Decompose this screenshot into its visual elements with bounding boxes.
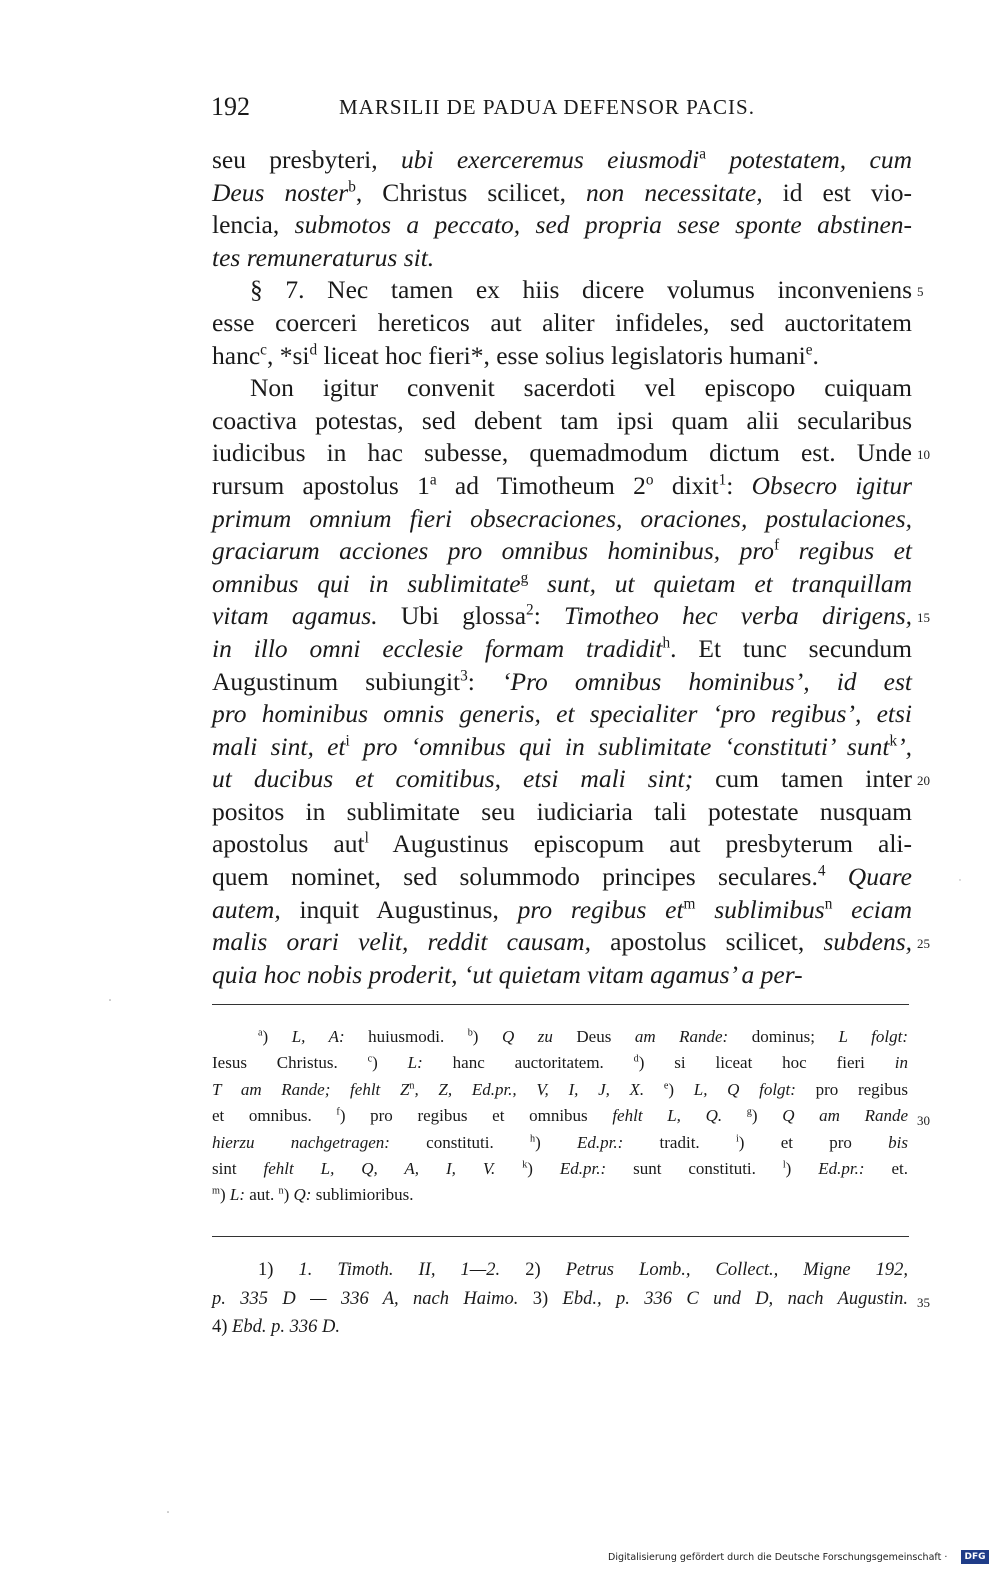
footnote-marker: k (889, 732, 898, 750)
italic-span: non necessitate, (586, 177, 763, 207)
text-span: huiusmodi. (344, 1027, 468, 1046)
italic-span: L, Q folgt: (693, 1079, 796, 1099)
critical-apparatus (212, 1024, 908, 1209)
footnote-marker: g (520, 569, 529, 587)
text-line (212, 926, 912, 959)
text-span: 2) (500, 1260, 566, 1280)
text-span: ) et pro (738, 1132, 889, 1152)
text-span: hanc auctoritatem. (422, 1053, 634, 1073)
text-span: . Et tunc secundum (670, 633, 912, 663)
text-line (212, 666, 912, 699)
text-span: Ubi glossa (377, 601, 527, 631)
text-line (212, 372, 912, 405)
text-line (212, 503, 912, 536)
dfg-logo-icon: DFG (961, 1550, 989, 1564)
footnote-marker: h (529, 1132, 536, 1144)
italic-span: vitam agamus. (212, 601, 378, 631)
text-line (212, 763, 912, 796)
italic-span: ’, (897, 731, 912, 761)
italic-span: ‘Pro omnibus hominibus’, id est (502, 666, 912, 696)
apparatus-line (212, 1156, 908, 1182)
italic-span: 1. Timoth. II, 1—2. (298, 1260, 501, 1280)
text-line (212, 307, 912, 340)
italic-span: Ed.pr.: (559, 1158, 607, 1178)
italic-span: Q zu (501, 1027, 553, 1046)
text-line (212, 242, 912, 275)
footnote-marker: a (258, 1027, 263, 1039)
text-line (212, 470, 912, 503)
footnote-marker: h (662, 634, 671, 652)
text-span: aut. (244, 1185, 279, 1205)
text-span: ) (751, 1106, 783, 1126)
text-span: id est vio- (762, 177, 912, 207)
footnote-marker: n (409, 1080, 415, 1092)
text-line (212, 861, 912, 894)
text-span: : (726, 470, 752, 500)
text-span: ) (527, 1158, 560, 1178)
text-span: ad Timotheum 2 (436, 470, 646, 500)
footnote-marker: m (683, 895, 696, 913)
footnote-marker: f (336, 1106, 340, 1118)
apparatus-divider (212, 1004, 909, 1005)
text-span: ) (668, 1079, 694, 1099)
text-line (212, 568, 912, 601)
footnote-marker: l (364, 829, 369, 847)
text-span: , *si (266, 340, 310, 370)
text-span: ) (283, 1185, 294, 1205)
italic-span: Ebd., p. 336 C und D, nach Augustin. (562, 1288, 908, 1309)
line-number: 10 (917, 447, 930, 463)
text-line (212, 731, 912, 764)
footnote-marker: k (522, 1159, 528, 1171)
italic-span: L: (229, 1185, 245, 1205)
text-span: ) si liceat hoc fieri (638, 1053, 895, 1073)
footnote-marker: e (805, 341, 813, 359)
text-span: ) (219, 1185, 230, 1205)
italic-span: ut ducibus et comitibus, etsi mali sint; (212, 764, 694, 794)
digitization-credit: Digitalisierung gefördert durch die Deutsche Forschungsgemeinschaft · (608, 1552, 948, 1563)
italic-span: Deus noster (212, 177, 349, 207)
footnote-marker: b (467, 1027, 473, 1039)
source-notes (212, 1256, 908, 1342)
italic-span: Petrus Lomb., Collect., Migne 192, (565, 1260, 908, 1280)
line-number: 5 (917, 284, 924, 300)
italic-span: regibus et (779, 536, 912, 566)
running-title: MARSILII DE PADUA DEFENSOR PACIS. (339, 95, 755, 119)
italic-span: omnibus qui in sublimitate (212, 568, 521, 598)
footnote-marker: f (774, 536, 780, 554)
text-span: Deus (552, 1027, 635, 1046)
italic-span: quia hoc nobis proderit, ‘ut quietam vitam agamus’ a per- (212, 959, 803, 989)
footnote-marker: 4 (817, 862, 826, 880)
apparatus-line (212, 1077, 908, 1103)
text-span: 3) (518, 1288, 563, 1309)
text-line (212, 405, 912, 438)
apparatus-line (212, 1103, 908, 1129)
text-span: ) (472, 1027, 502, 1046)
footnote-marker: g (746, 1106, 752, 1118)
footnote-marker: c (260, 341, 267, 359)
text-span: ) (785, 1158, 819, 1178)
italic-span: hierzu nachgetragen: (212, 1132, 390, 1152)
text-span: coactiva potestas, sed debent tam ipsi quam alii secularibus (212, 405, 912, 435)
text-span: quem nominet, sed solummodo principes seculares. (212, 862, 818, 892)
text-span: et. (864, 1158, 908, 1178)
footnote-marker: a (429, 471, 437, 489)
text-span: sunt constituti. (606, 1158, 783, 1178)
text-line (212, 535, 912, 568)
line-number: 35 (917, 1294, 930, 1310)
text-line (212, 437, 912, 470)
footnote-marker: d (309, 341, 318, 359)
line-number: 20 (917, 773, 930, 789)
line-number: 30 (917, 1113, 930, 1129)
text-line (212, 633, 912, 666)
text-span: esse coerceri hereticos aut aliter infideles, sed auctoritatem (212, 307, 912, 337)
footnote-marker: a (699, 145, 707, 163)
source-line (212, 1285, 908, 1314)
text-span: dixit (653, 470, 719, 500)
text-line (212, 698, 912, 731)
text-span: ) (262, 1027, 292, 1046)
footnote-marker: n (824, 895, 833, 913)
text-span: pro regibus (795, 1079, 908, 1099)
text-span: liceat hoc fieri*, esse solius legislatoris humani (317, 340, 806, 370)
page-header (211, 92, 911, 124)
text-line (212, 600, 912, 633)
footnote-marker: e (663, 1080, 669, 1092)
text-span: apostolus aut (212, 829, 365, 859)
text-span: seu presbyteri, (212, 145, 401, 174)
text-span: lencia, (212, 210, 295, 240)
italic-span: sunt, ut quietam et tranquillam (528, 568, 912, 598)
text-line (212, 959, 912, 992)
italic-span: potestatem, cum (706, 145, 912, 174)
text-line (212, 177, 912, 210)
italic-span: subdens, (823, 927, 912, 957)
footnote-marker: c (367, 1053, 373, 1065)
text-span: sublimioribus. (311, 1185, 414, 1205)
text-span (644, 1080, 664, 1099)
italic-span: pro regibus et (517, 894, 684, 924)
footnote-marker: l (782, 1159, 786, 1171)
text-span: ) (535, 1132, 577, 1152)
text-span: ) pro regibus et omnibus (339, 1106, 613, 1126)
italic-span: Quare (825, 862, 912, 892)
line-number: 15 (917, 610, 930, 626)
italic-span: Q: (293, 1185, 312, 1205)
italic-span: graciarum acciones pro omnibus hominibus, pro (212, 536, 775, 566)
italic-span: T am Rande; fehlt Z (212, 1079, 410, 1099)
text-span: positos in sublimitate seu iudiciaria tali potestate nusquam (212, 796, 912, 826)
italic-span: Ed.pr.: (818, 1158, 865, 1178)
text-line (212, 828, 912, 861)
footnote-marker: n (278, 1185, 284, 1197)
text-span: rursum apostolus 1 (212, 470, 430, 500)
italic-span: ubi exerceremus eiusmodi (400, 145, 700, 174)
text-span: dominus; (728, 1027, 839, 1046)
text-span: Augustinum subiungit (212, 666, 461, 696)
text-span: et omnibus. (212, 1106, 337, 1126)
italic-span: Q am Rande (782, 1106, 909, 1126)
italic-span: Ed.pr.: (577, 1132, 624, 1152)
text-span: : (467, 666, 502, 696)
text-line (212, 209, 912, 242)
italic-span: sublimibus (695, 894, 825, 924)
italic-span: L folgt: (838, 1027, 908, 1046)
footnote-marker: d (633, 1053, 639, 1065)
apparatus-line (212, 1182, 908, 1208)
main-text (212, 144, 912, 991)
footnote-marker: 3 (460, 667, 468, 684)
text-span: § 7. Nec tamen ex hiis dicere volumus inconveniens (250, 275, 912, 305)
text-span: ) (372, 1053, 408, 1073)
text-line (212, 144, 912, 177)
text-span: 1) (258, 1260, 299, 1280)
italic-span: Ebd. p. 336 D. (232, 1317, 340, 1337)
text-line (212, 796, 912, 829)
italic-span: eciam (832, 894, 913, 924)
text-span: apostolus scilicet, (590, 927, 824, 957)
text-span: 4) (212, 1317, 233, 1337)
italic-span: Obsecro igitur (751, 470, 913, 500)
italic-span: in illo omni ecclesie formam tradidit (212, 633, 663, 663)
italic-span: submotos a peccato, sed propria sese sponte abstinen- (294, 210, 913, 240)
text-span: cum tamen inter (693, 764, 912, 794)
italic-span: L, A: (291, 1027, 345, 1046)
line-number: 25 (917, 936, 930, 952)
italic-span: L: (407, 1053, 423, 1073)
text-span (495, 1159, 522, 1178)
italic-span: pro ‘omnibus qui in sublimitate ‘constituti’ sunt (349, 731, 890, 761)
text-span: , Christus scilicet, (355, 177, 587, 207)
footnote-marker: 1 (718, 471, 727, 489)
text-span: Augustinus episcopum aut presbyterum ali- (368, 829, 912, 859)
italic-span: malis orari velit, reddit causam, (212, 927, 591, 957)
italic-span: fehlt L, Q, A, I, V. (263, 1158, 496, 1178)
text-span: iudicibus in hac subesse, quemadmodum dictum est. Unde (212, 438, 912, 468)
text-span: . (812, 340, 819, 370)
footnote-marker: 2 (526, 601, 534, 619)
footnote-marker: i (735, 1132, 739, 1144)
text-span: tradit. (623, 1132, 736, 1152)
apparatus-line (212, 1024, 908, 1050)
text-span (722, 1106, 747, 1125)
italic-span: pro hominibus omnis generis, et specialiter ‘pro regibus’, etsi (212, 699, 912, 729)
italic-span: am Rande: (634, 1027, 729, 1046)
footnote-marker: m (212, 1185, 220, 1197)
italic-span: autem, (212, 894, 281, 924)
text-line (212, 274, 912, 307)
source-line (212, 1256, 908, 1285)
text-line (212, 894, 912, 927)
sources-divider (212, 1236, 909, 1237)
footnote-marker: i (345, 732, 350, 750)
italic-span: p. 335 D — 336 A, nach Haimo. (212, 1288, 519, 1309)
footnote-marker: b (348, 178, 356, 196)
source-line (212, 1313, 908, 1342)
italic-span: Timotheo hec verba dirigens, (564, 601, 912, 631)
italic-span: tes remuneraturus sit. (212, 242, 435, 272)
italic-span: fehlt L, Q. (612, 1106, 723, 1126)
italic-span: bis (888, 1132, 909, 1152)
text-span: constituti. (389, 1132, 530, 1152)
text-span: hanc (212, 340, 261, 370)
italic-span: primum omnium fieri obsecraciones, oraciones, postulaciones, (212, 503, 912, 533)
text-line (212, 340, 912, 373)
text-span: sint (212, 1158, 264, 1178)
italic-span: , Z, Ed.pr., V, I, J, X. (414, 1079, 645, 1099)
footnote-marker: o (645, 471, 654, 489)
apparatus-line (212, 1130, 908, 1156)
text-span: inquit Augustinus, (280, 894, 518, 924)
text-span: Iesus Christus. (212, 1053, 368, 1073)
italic-span: in (894, 1053, 908, 1073)
text-span: Non igitur convenit sacerdoti vel episcopo cuiquam (250, 373, 912, 403)
page-number: 192 (211, 92, 250, 121)
apparatus-line (212, 1050, 908, 1076)
text-span: : (533, 601, 564, 631)
italic-span: mali sint, et (212, 731, 346, 761)
